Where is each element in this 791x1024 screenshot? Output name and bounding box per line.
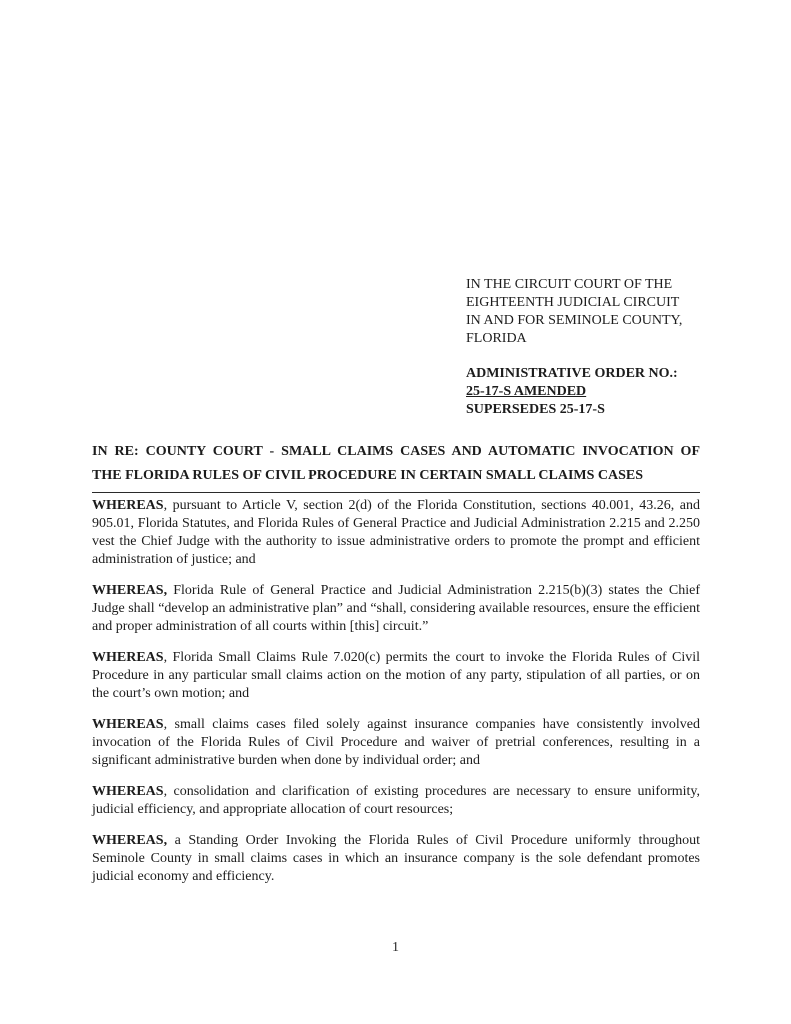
whereas-text: , pursuant to Article V, section 2(d) of the Florida Constitution, sections 40.001, 43.26, and 905.01, Florida Statutes, and Florida Rules of General Practice and Judicial Administration 2.215 and 2.250 vest the Chief Judge with the authority to issue administrative orders to promote the prompt and efficient administration of justice; and [92, 498, 700, 567]
admin-order-block [466, 365, 716, 419]
order-body [92, 497, 700, 899]
whereas-text: , small claims cases filed solely against insurance companies have consistently involved invocation of the Florida Rules of Civil Procedure and waiver of pretrial conferences, resulting in a significant administrative burden when done by individual order; and [92, 717, 700, 768]
whereas-text: , Florida Small Claims Rule 7.020(c) permits the court to invoke the Florida Rules of Civil Procedure in any particular small claims action on the motion of any party, stipulation of all parties, or on the court’s own motion; and [92, 650, 700, 701]
whereas-paragraph-6 [92, 832, 700, 886]
court-caption-line-2: EIGHTEENTH JUDICIAL CIRCUIT [466, 295, 680, 310]
whereas-lead: WHEREAS [92, 784, 164, 799]
whereas-text: Florida Rule of General Practice and Judicial Administration 2.215(b)(3) states the Chief Judge shall “develop an administrative plan” and “shall, considering available resources, ensure the efficient and proper administration of all courts within [this] circuit.” [92, 583, 700, 634]
court-caption-line-4: FLORIDA [466, 331, 527, 346]
admin-order-label: ADMINISTRATIVE ORDER NO.: [466, 366, 678, 381]
whereas-text: , consolidation and clarification of existing procedures are necessary to ensure uniformity, judicial efficiency, and appropriate allocation of court resources; [92, 784, 700, 817]
whereas-paragraph-1 [92, 497, 700, 569]
whereas-paragraph-5 [92, 783, 700, 819]
order-title [92, 440, 700, 493]
whereas-lead: WHEREAS [92, 717, 164, 732]
court-caption-line-3: IN AND FOR SEMINOLE COUNTY, [466, 313, 683, 328]
admin-order-number: 25-17-S AMENDED [466, 384, 587, 399]
whereas-text: a Standing Order Invoking the Florida Rules of Civil Procedure uniformly throughout Seminole County in small claims cases in which an insurance company is the sole defendant promotes judicial economy and efficiency. [92, 833, 700, 884]
court-caption [466, 276, 716, 419]
whereas-lead: WHEREAS [92, 498, 164, 513]
supersedes-line: SUPERSEDES 25-17-S [466, 402, 605, 417]
court-caption-line-1: IN THE CIRCUIT COURT OF THE [466, 277, 673, 292]
order-title-line-1: IN RE: COUNTY COURT - SMALL CLAIMS CASES AND AUTOMATIC INVOCATION OF [92, 444, 700, 459]
order-title-line-2: THE FLORIDA RULES OF CIVIL PROCEDURE IN CERTAIN SMALL CLAIMS CASES [92, 468, 644, 483]
whereas-lead: WHEREAS, [92, 833, 168, 848]
whereas-lead: WHEREAS, [92, 583, 168, 598]
whereas-paragraph-4 [92, 716, 700, 770]
whereas-paragraph-2 [92, 582, 700, 636]
whereas-paragraph-3 [92, 649, 700, 703]
page-number: 1 [392, 940, 399, 955]
whereas-lead: WHEREAS [92, 650, 164, 665]
